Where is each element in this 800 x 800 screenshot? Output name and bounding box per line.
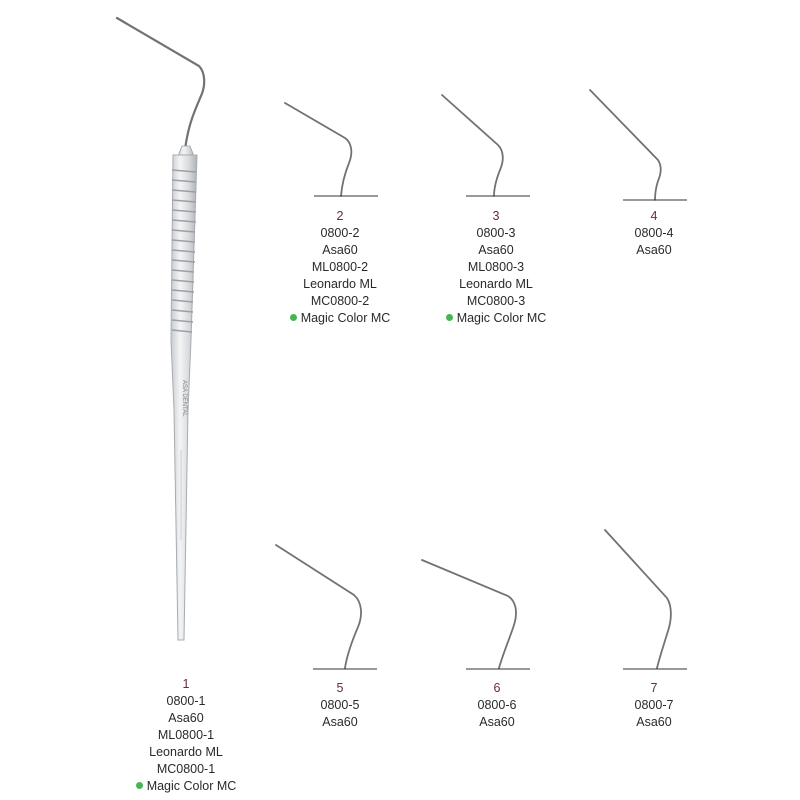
- instrument-number: 5: [336, 681, 344, 695]
- handle-engraving: ASA DENTAL: [181, 380, 187, 417]
- instrument-6-tip: [422, 560, 530, 669]
- instrument-code: 0800-4: [634, 226, 674, 240]
- instrument-1-probe: [117, 18, 204, 640]
- leonardo-code: ML0800-3: [467, 260, 525, 274]
- magic-color-line: [116, 778, 256, 795]
- green-dot-icon: [446, 314, 453, 321]
- instrument-number: 2: [336, 209, 344, 223]
- handle-type: Asa60: [636, 715, 672, 729]
- instrument-code: 0800-5: [320, 698, 360, 712]
- leonardo-name: Leonardo ML: [459, 277, 533, 291]
- leonardo-name: Leonardo ML: [149, 745, 223, 759]
- magic-color-name: Magic Color MC: [456, 311, 547, 325]
- instrument-7-tip: [605, 530, 687, 669]
- instrument-code: 0800-1: [166, 694, 206, 708]
- magic-color-line: [270, 310, 410, 327]
- green-dot-icon: [290, 314, 297, 321]
- leonardo-name: Leonardo ML: [303, 277, 377, 291]
- instrument-3-tip: [442, 95, 530, 196]
- instrument-3-label: [426, 208, 566, 327]
- magic-color-code: MC0800-2: [310, 294, 370, 308]
- instrument-5-tip: [276, 545, 377, 669]
- handle-type: Asa60: [478, 243, 514, 257]
- handle-type: Asa60: [322, 243, 358, 257]
- instrument-code: 0800-3: [476, 226, 516, 240]
- handle-type: Asa60: [168, 711, 204, 725]
- instrument-code: 0800-7: [634, 698, 674, 712]
- magic-color-name: Magic Color MC: [146, 779, 237, 793]
- instrument-1-label: [116, 676, 256, 795]
- handle-type: Asa60: [479, 715, 515, 729]
- instrument-number: 1: [182, 677, 190, 691]
- green-dot-icon: [136, 782, 143, 789]
- instrument-7-label: [584, 680, 724, 731]
- magic-color-code: MC0800-1: [156, 762, 216, 776]
- instrument-number: 3: [492, 209, 500, 223]
- instrument-6-label: [427, 680, 567, 731]
- instrument-2-label: [270, 208, 410, 327]
- magic-color-line: [426, 310, 566, 327]
- leonardo-code: ML0800-1: [157, 728, 215, 742]
- instrument-2-tip: [285, 103, 378, 196]
- handle-type: Asa60: [636, 243, 672, 257]
- instrument-5-label: [270, 680, 410, 731]
- instrument-number: 4: [650, 209, 658, 223]
- magic-color-code: MC0800-3: [466, 294, 526, 308]
- instrument-code: 0800-6: [477, 698, 517, 712]
- instrument-number: 7: [650, 681, 658, 695]
- leonardo-code: ML0800-2: [311, 260, 369, 274]
- instrument-4-tip: [590, 90, 687, 200]
- instrument-code: 0800-2: [320, 226, 360, 240]
- handle-type: Asa60: [322, 715, 358, 729]
- magic-color-name: Magic Color MC: [300, 311, 391, 325]
- instrument-number: 6: [493, 681, 501, 695]
- instrument-4-label: [584, 208, 724, 259]
